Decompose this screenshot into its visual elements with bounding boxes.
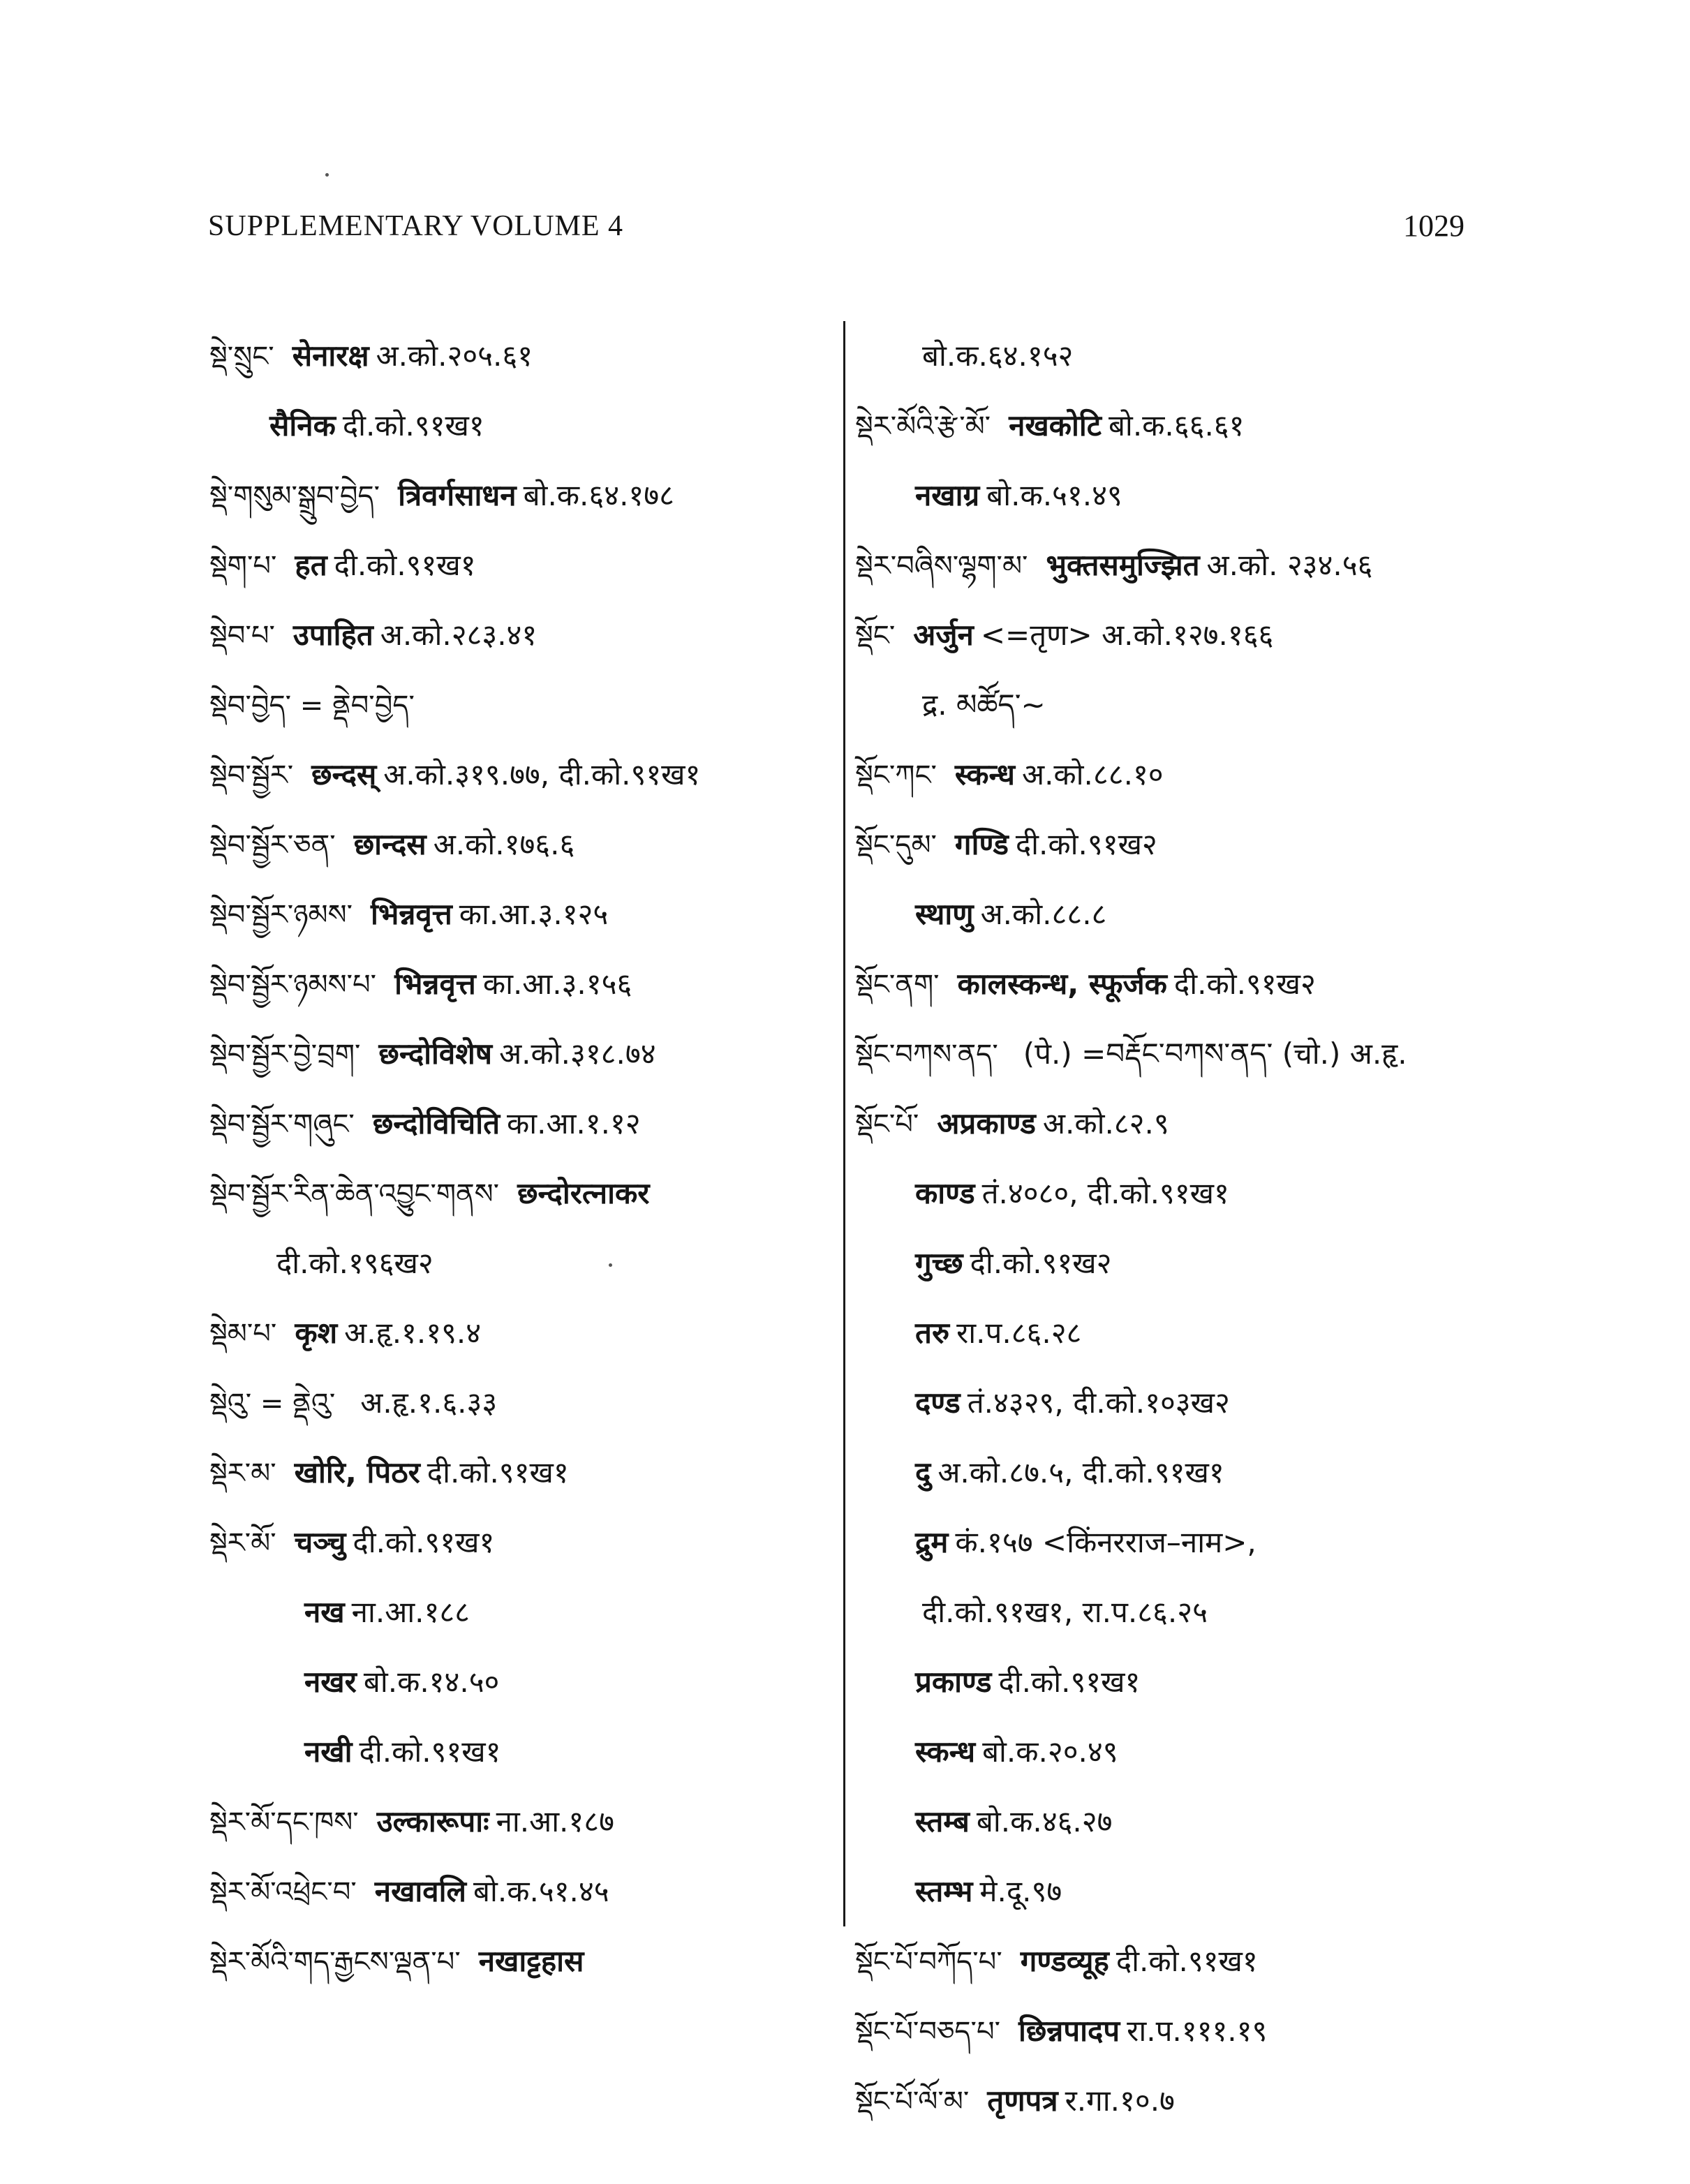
source-reference: बो.क.५१.४५ — [473, 1874, 609, 1908]
sanskrit-equivalent: कृश — [295, 1316, 338, 1350]
source-reference: दी.को.९१ख१ — [359, 1734, 501, 1769]
tibetan-headword: སྡེབ་བྱེད་ = ནྡེབ་བྱེད་ — [209, 690, 415, 722]
source-reference: र.गा.१०.७ — [1065, 2083, 1175, 2118]
entry-subline — [855, 879, 1553, 949]
entry-subline — [855, 1159, 1553, 1228]
source-reference: बो.क.६४.१७८ — [523, 478, 674, 512]
tibetan-headword: སྡོང་ — [855, 620, 896, 652]
sanskrit-equivalent: भिन्नवृत्त — [371, 897, 452, 931]
tibetan-headword: སྡེབ་སྦྱོར་བྱེ་བྲག་ — [209, 1039, 361, 1071]
source-reference: कं.१५७ <किंनरराज–नाम>, — [955, 1525, 1257, 1559]
source-reference: अ.को.८२.९ — [1042, 1106, 1169, 1141]
sanskrit-equivalent: उल्कारूपाः — [376, 1804, 489, 1838]
tibetan-headword: སྡེའུ་ = ནྡེའུ་ — [209, 1388, 336, 1420]
dictionary-entry — [209, 1438, 838, 1508]
source-reference: अ.को.८८.१० — [1021, 757, 1164, 792]
source-reference: मे.दू.९७ — [979, 1874, 1062, 1908]
left-column — [209, 321, 838, 1996]
dictionary-entry — [209, 321, 838, 391]
source-reference: अ.को.२८३.४१ — [380, 618, 538, 652]
dictionary-entry — [855, 810, 1553, 879]
entry-subline — [855, 1228, 1553, 1298]
sanskrit-equivalent: उपाहित — [292, 618, 373, 652]
source-reference: बो.क.१४.५० — [363, 1665, 500, 1699]
tibetan-headword: སྡེར་མོའི་གད་རྒྱངས་ལྡན་པ་ — [209, 1946, 461, 1978]
sanskrit-equivalent: तृणपत्र — [987, 2083, 1058, 2118]
sanskrit-equivalent: नखी — [304, 1734, 353, 1769]
tibetan-headword: སྡོང་ནག་ — [855, 969, 940, 1001]
entry-subline — [209, 1228, 838, 1298]
dictionary-entry — [855, 600, 1553, 670]
source-reference: बो.क.५१.४९ — [986, 478, 1122, 512]
source-reference: द्र. མཚོད་~ — [922, 688, 1046, 722]
tibetan-headword: སྡེར་མོ་དང་ཁས་ — [209, 1806, 359, 1838]
dictionary-entry — [209, 879, 838, 949]
source-reference: दी.को.९१ख२ — [1015, 827, 1157, 861]
entry-subline — [855, 1647, 1553, 1717]
tibetan-headword: སྡོང་པོ་བཀོད་པ་ — [855, 1946, 1002, 1978]
dictionary-entry — [209, 1508, 838, 1577]
entry-subline — [855, 1787, 1553, 1857]
entry-subline — [855, 1368, 1553, 1438]
source-reference: ना.आ.१८७ — [496, 1804, 614, 1838]
sanskrit-equivalent: सेनारक्ष — [292, 339, 369, 373]
tibetan-headword: སྡེབ་སྦྱོར་ཉམས་ — [209, 899, 353, 931]
column-divider — [843, 321, 845, 1926]
tibetan-headword: སྡེར་མོ་འཕྲེང་བ་ — [209, 1876, 357, 1908]
dictionary-entry — [855, 530, 1553, 600]
dictionary-entry — [855, 1019, 1553, 1089]
source-reference: दी.को.१९६ख२ — [276, 1246, 433, 1280]
tibetan-headword: སྡེམ་པ་ — [209, 1318, 277, 1350]
sanskrit-equivalent: हत — [295, 548, 327, 582]
sanskrit-equivalent: नख — [304, 1595, 345, 1629]
sanskrit-equivalent: छन्दस् — [311, 757, 377, 792]
dictionary-entry — [855, 1996, 1553, 2066]
sanskrit-equivalent: तरु — [915, 1316, 950, 1350]
entry-subline — [209, 1647, 838, 1717]
tibetan-headword: སྡེབ་སྦྱོར་རིན་ཆེན་འབྱུང་གནས་ — [209, 1178, 500, 1210]
sanskrit-equivalent: नखावलि — [374, 1874, 467, 1908]
dictionary-entry — [209, 740, 838, 810]
dictionary-entry — [855, 1926, 1553, 1996]
tibetan-headword: སྡེབ་པ་ — [209, 620, 275, 652]
dictionary-entry — [209, 670, 838, 740]
source-reference: तं.४०८०, दी.को.९१ख१ — [981, 1176, 1229, 1210]
source-reference: का.आ.१.१२ — [507, 1106, 641, 1141]
source-reference: दी.को.९१ख१ — [1115, 1944, 1258, 1978]
source-reference: दी.को.९१ख१ — [998, 1665, 1141, 1699]
source-reference: का.आ.३.१५६ — [482, 967, 632, 1001]
source-reference: दी.को.९१ख२ — [1173, 967, 1316, 1001]
tibetan-headword: སྡེར་མོའི་རྩེ་མོ་ — [855, 410, 991, 443]
source-reference: अ.को.२०५.६१ — [376, 339, 533, 373]
sanskrit-equivalent: भिन्नवृत्त — [394, 967, 476, 1001]
source-reference: तं.४३२९, दी.को.१०३ख२ — [967, 1386, 1230, 1420]
tibetan-headword: སྡེབ་སྦྱོར་ཉམས་པ་ — [209, 969, 377, 1001]
sanskrit-equivalent: गुच्छ — [915, 1246, 963, 1280]
entry-subline — [855, 670, 1553, 740]
source-reference: दी.को.९१ख१ — [427, 1455, 569, 1490]
tibetan-headword: སྡེབ་སྦྱོར་ཅན་ — [209, 829, 336, 861]
dictionary-entry — [209, 1159, 838, 1228]
source-reference: रा.प.८६.२८ — [956, 1316, 1082, 1350]
sanskrit-equivalent: छान्दस — [353, 827, 427, 861]
dictionary-entry — [855, 2066, 1553, 2136]
dictionary-entry — [855, 740, 1553, 810]
entry-subline — [855, 461, 1553, 530]
dictionary-entry — [209, 1019, 838, 1089]
sanskrit-equivalent: गण्डि — [954, 827, 1009, 861]
entry-subline — [209, 391, 838, 461]
sanskrit-equivalent: कालस्कन्ध, स्फूर्जक — [957, 967, 1167, 1001]
source-reference: बो.क.२०.४९ — [982, 1734, 1118, 1769]
sanskrit-equivalent: नखर — [304, 1665, 357, 1699]
entry-subline — [855, 1717, 1553, 1787]
dictionary-entry — [855, 949, 1553, 1019]
dictionary-entry — [209, 1298, 838, 1368]
source-reference: दी.को.९१ख१ — [334, 548, 476, 582]
dictionary-entry — [209, 949, 838, 1019]
scan-speck — [609, 1263, 612, 1267]
dictionary-entry — [209, 600, 838, 670]
entry-subline — [855, 1577, 1553, 1647]
sanskrit-equivalent: स्थाणु — [915, 897, 974, 931]
source-reference: का.आ.३.१२५ — [459, 897, 609, 931]
sanskrit-equivalent: गण्डव्यूह — [1020, 1944, 1109, 1978]
dictionary-entry — [209, 1787, 838, 1857]
sanskrit-equivalent: छन्दोविचिति — [372, 1106, 501, 1141]
sanskrit-equivalent: स्कन्ध — [915, 1734, 976, 1769]
dictionary-entry — [209, 1368, 838, 1438]
sanskrit-equivalent: अप्रकाण्ड — [937, 1106, 1036, 1141]
source-reference: अ.को.३१९.७७, दी.को.९१ख१ — [383, 757, 701, 792]
tibetan-headword: སྡེབ་སྦྱོར་ — [209, 759, 294, 792]
entry-subline — [855, 1508, 1553, 1577]
sanskrit-equivalent: स्कन्ध — [954, 757, 1015, 792]
sanskrit-equivalent: प्रकाण्ड — [915, 1665, 992, 1699]
tibetan-headword: སྡེར་མོ་ — [209, 1527, 276, 1559]
entry-subline — [209, 1577, 838, 1647]
source-reference: <=तृण> अ.को.१२७.१६६ — [980, 618, 1274, 652]
sanskrit-equivalent: द्रुम — [915, 1525, 949, 1559]
source-reference: अ.को.८७.५, दी.को.९१ख१ — [937, 1455, 1224, 1490]
tibetan-headword: སྡོང་དུམ་ — [855, 829, 937, 861]
entry-subline — [855, 1298, 1553, 1368]
page-number: 1029 — [1403, 209, 1465, 243]
source-reference: अ.को.८८.८ — [980, 897, 1107, 931]
sanskrit-equivalent: नखकोटि — [1009, 408, 1102, 443]
tibetan-headword: སྡེབ་སྦྱོར་གཞུང་ — [209, 1108, 355, 1141]
sanskrit-equivalent: स्तम्भ — [915, 1874, 973, 1908]
sanskrit-equivalent: छन्दोविशेष — [378, 1037, 493, 1071]
dictionary-entry — [209, 530, 838, 600]
source-reference: दी.को.९१ख१ — [342, 408, 484, 443]
scan-speck — [325, 173, 329, 177]
source-reference: दी.को.९१ख२ — [970, 1246, 1112, 1280]
dictionary-entry — [209, 1089, 838, 1159]
tibetan-headword: སྡེ་སྲུང་ — [209, 341, 274, 373]
source-reference: ना.आ.१८८ — [351, 1595, 470, 1629]
sanskrit-equivalent: अर्जुन — [913, 618, 974, 652]
source-reference: अ.हृ.१.१९.४ — [344, 1316, 482, 1350]
sanskrit-equivalent: नखाट्टहास — [478, 1944, 584, 1978]
entry-subline — [855, 321, 1553, 391]
entry-subline — [209, 1717, 838, 1787]
source-reference: अ.को.३१८.७४ — [499, 1037, 656, 1071]
tibetan-headword: སྡོང་པོ་ — [855, 1108, 919, 1141]
sanskrit-equivalent: नखाग्र — [915, 478, 980, 512]
source-reference: अ.हृ.१.६.३३ — [360, 1386, 498, 1420]
dictionary-entry — [209, 1926, 838, 1996]
entry-subline — [855, 1857, 1553, 1926]
tibetan-headword: སྡོང་པོ་བཅད་པ་ — [855, 2016, 1000, 2048]
sanskrit-equivalent: खोरि, पिठर — [294, 1455, 420, 1490]
tibetan-headword: སྡོང་བཀས་ནད་ — [855, 1039, 998, 1071]
tibetan-headword: སྡེར་མ་ — [209, 1457, 276, 1490]
tibetan-headword: སྡེག་པ་ — [209, 550, 277, 582]
sanskrit-equivalent: छिन्नपादप — [1018, 2014, 1120, 2048]
dictionary-entry — [209, 810, 838, 879]
dictionary-entry — [855, 391, 1553, 461]
source-reference: बो.क.६४.१५२ — [922, 339, 1074, 373]
source-reference: (पे.) =བརྡོང་བཀས་ནད་ (चो.) अ.हृ. — [1023, 1037, 1407, 1071]
tibetan-headword: སྡོང་ཀང་ — [855, 759, 937, 792]
sanskrit-equivalent: सैनिक — [269, 408, 336, 443]
sanskrit-equivalent: स्तम्ब — [915, 1804, 970, 1838]
entry-subline — [855, 1438, 1553, 1508]
sanskrit-equivalent: त्रिवर्गसाधन — [398, 478, 517, 512]
sanskrit-equivalent: चञ्चु — [294, 1525, 346, 1559]
sanskrit-equivalent: भुक्तसमुज्झित — [1046, 548, 1200, 582]
running-head: SUPPLEMENTARY VOLUME 4 — [208, 210, 624, 242]
source-reference: बो.क.६६.६१ — [1108, 408, 1245, 443]
sanskrit-equivalent: दु — [915, 1455, 931, 1490]
source-reference: अ.को. २३४.५६ — [1206, 548, 1373, 582]
tibetan-headword: སྡེར་བཞིས་ལྷག་མ་ — [855, 550, 1028, 582]
source-reference: दी.को.९१ख१ — [353, 1525, 495, 1559]
sanskrit-equivalent: काण्ड — [915, 1176, 975, 1210]
sanskrit-equivalent: छन्दोरत्नाकर — [517, 1176, 650, 1210]
source-reference: रा.प.१११.१९ — [1127, 2014, 1268, 2048]
source-reference: अ.को.१७६.६ — [433, 827, 575, 861]
tibetan-headword: སྡོང་པོ་ལོ་མ་ — [855, 2086, 970, 2118]
source-reference: दी.को.९१ख१, रा.प.८६.२५ — [922, 1595, 1208, 1629]
dictionary-entry — [209, 461, 838, 530]
source-reference: बो.क.४६.२७ — [976, 1804, 1113, 1838]
right-column — [855, 321, 1553, 2136]
sanskrit-equivalent: दण्ड — [915, 1386, 961, 1420]
dictionary-entry — [209, 1857, 838, 1926]
dictionary-entry — [855, 1089, 1553, 1159]
tibetan-headword: སྡེ་གསུམ་སྒྲུབ་བྱེད་ — [209, 480, 380, 512]
